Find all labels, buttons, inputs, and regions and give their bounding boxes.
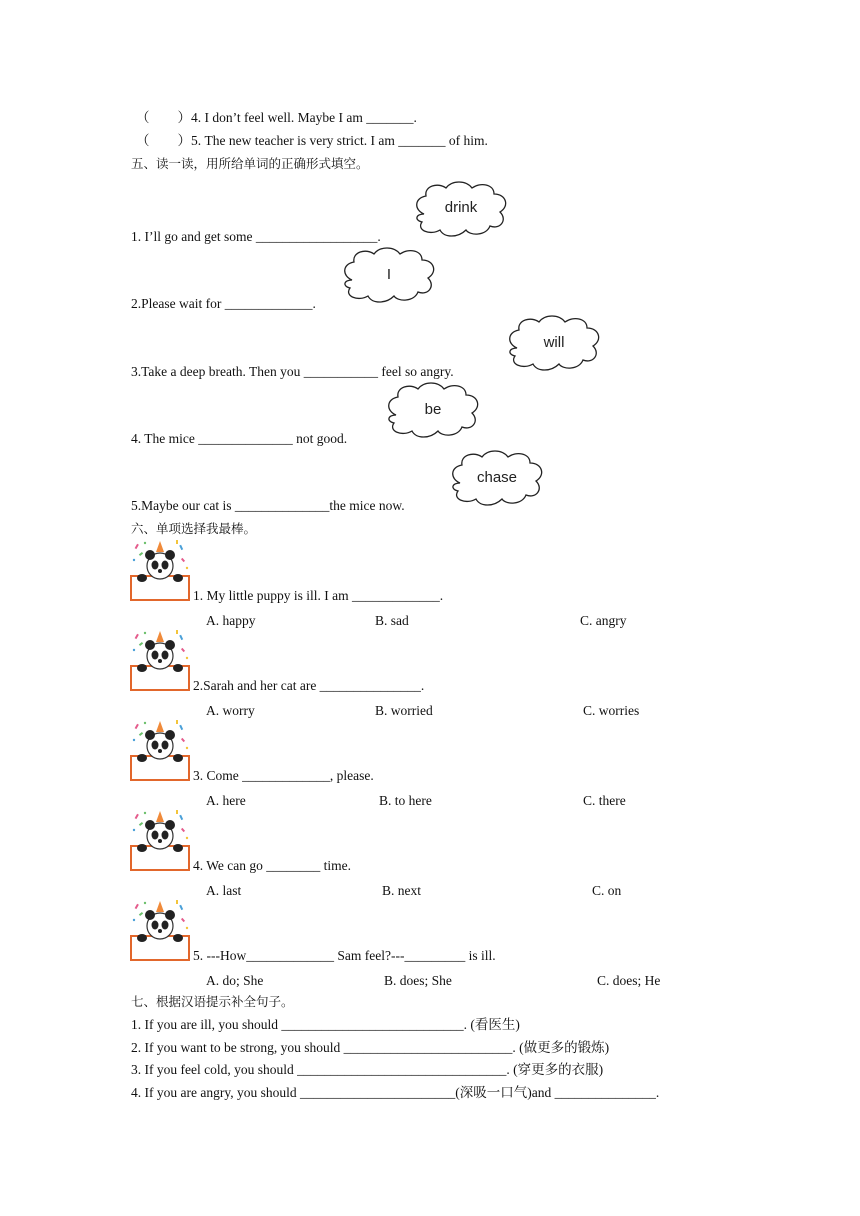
s5-item-2: 2.Please wait for _____________. <box>131 296 316 311</box>
s4-item-4 <box>136 110 417 126</box>
word-cloud-drink <box>410 180 512 240</box>
s6-q2-option-a: A. worry <box>206 703 255 718</box>
s6-title: 六、单项选择我最棒。 <box>131 521 257 536</box>
s6-q3: 3. Come _____________, please. <box>193 768 374 783</box>
cloud-word: drink <box>444 199 478 216</box>
s6-q1-option-c: C. angry <box>580 613 627 628</box>
s5-item-5: 5.Maybe our cat is ______________the mice now. <box>131 498 405 513</box>
panda-sign-icon <box>130 720 192 782</box>
s4-item-5-text: 5. The new teacher is very strict. I am _______ of him. <box>191 133 488 148</box>
s6-q3-option-a: A. here <box>206 793 246 808</box>
s5-item-3: 3.Take a deep breath. Then you ___________ feel so angry. <box>131 364 454 379</box>
s7-item-1: 1. If you are ill, you should ___________________________. (看医生) <box>131 1017 520 1032</box>
word-cloud-be <box>382 381 484 441</box>
s6-q2-option-b: B. worried <box>375 703 433 718</box>
cloud-word: will <box>543 334 565 351</box>
s4-item-5 <box>136 133 488 149</box>
s5-title: 五、读一读，用所给单词的正确形式填空。 <box>131 156 369 171</box>
word-cloud-chase <box>446 449 548 509</box>
s7-item-3: 3. If you feel cold, you should _______________________________. (穿更多的衣服) <box>131 1062 604 1077</box>
s6-q4-option-a: A. last <box>206 883 242 898</box>
s6-q2-option-c: C. worries <box>583 703 640 718</box>
paren-close: ） <box>177 110 191 125</box>
s6-q2: 2.Sarah and her cat are _______________. <box>193 678 425 693</box>
s6-q5: 5. ---How_____________ Sam feel?---_________ is ill. <box>193 948 496 963</box>
s5-item-4: 4. The mice ______________ not good. <box>131 431 348 446</box>
s5-item-1: 1. I’ll go and get some __________________. <box>131 229 381 244</box>
s6-q1: 1. My little puppy is ill. I am _____________. <box>193 588 444 603</box>
paren-open: （ <box>136 133 150 148</box>
s6-q1-option-b: B. sad <box>375 613 409 628</box>
s6-q5-option-a: A. do; She <box>206 973 264 988</box>
panda-sign-icon <box>130 540 192 602</box>
s6-q4: 4. We can go ________ time. <box>193 858 352 873</box>
s6-q4-option-b: B. next <box>382 883 421 898</box>
s6-q5-option-c: C. does; He <box>597 973 661 988</box>
panda-sign-icon <box>130 810 192 872</box>
s6-q5-option-b: B. does; She <box>384 973 452 988</box>
s7-item-2: 2. If you want to be strong, you should _________________________. (做更多的锻炼) <box>131 1040 610 1055</box>
paren-close: ） <box>177 133 191 148</box>
s4-item-4-text: 4. I don’t feel well. Maybe I am _______. <box>191 110 417 125</box>
s7-item-4: 4. If you are angry, you should _______________________(深吸一口气)and _______________. <box>131 1085 660 1100</box>
panda-sign-icon <box>130 900 192 962</box>
cloud-word: be <box>424 401 442 418</box>
s6-q1-option-a: A. happy <box>206 613 256 628</box>
panda-sign-icon <box>130 630 192 692</box>
s6-q3-option-c: C. there <box>583 793 626 808</box>
s7-title: 七、根据汉语提示补全句子。 <box>131 994 294 1009</box>
paren-open: （ <box>136 110 150 125</box>
s6-q4-option-c: C. on <box>592 883 622 898</box>
word-cloud-will <box>503 314 605 374</box>
cloud-word: I <box>386 266 392 283</box>
word-cloud-i <box>338 246 440 306</box>
s6-q3-option-b: B. to here <box>379 793 432 808</box>
cloud-word: chase <box>476 469 518 486</box>
